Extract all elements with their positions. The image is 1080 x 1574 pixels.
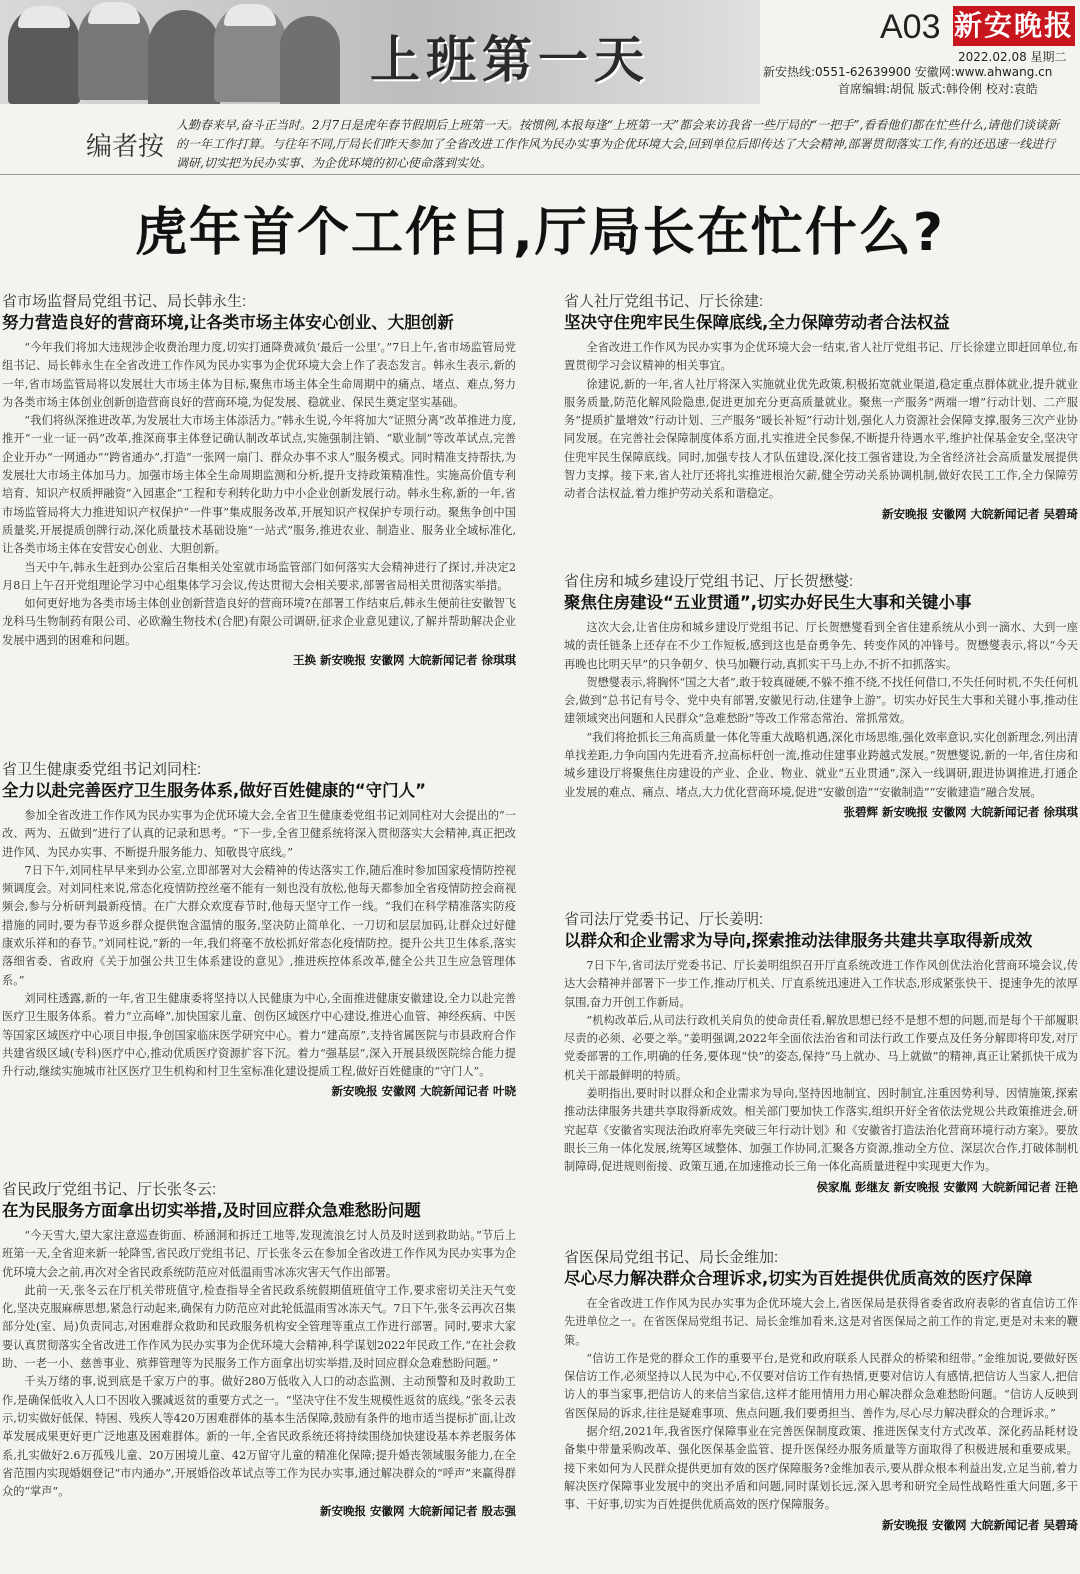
- article-subhead: 聚焦住房建设“五业贯通”,切实办好民生大事和关键小事: [564, 593, 972, 612]
- article-paragraph: “我们将抢抓长三角高质量一体化等重大战略机遇,深化市场思维,强化效率意识,实化创新理念,列出清单找差距,力争向国内先进看齐,拉高标杆创一流,推动住建事业跨越式发展。”贺懋燮说,新的一年,省住房和城乡建设厅将聚焦住房建设的产业、企业、物业、就业“五业贯通”,深入一线调研,跟进协调推进,打通企业发展的难点、痛点、堵点,大力优化营商环境,促进“安徽创造”“安徽制造”“安徽建造”融合发展。: [564, 730, 1078, 799]
- article-paragraph: 刘同柱透露,新的一年,省卫生健康委将坚持以人民健康为中心,全面推进健康安徽建设,全力以赴完善医疗卫生服务体系。着力“立高峰”,加快国家儿童、创伤区域医疗中心建设,推进心血管、神经疾病、中医等国家区域医疗中心项目申报,争创国家临床医学研究中心。着力“建高原”,支持省属医院与市县政府合作共建省级区域(专科)医疗中心,推动优质医疗资源扩容下沉。着力“强基层”,深入开展县级医院综合能力提升行动,继续实施城市社区医疗卫生机构和村卫生室标准化建设提质工程,做好百姓健康的“守门人”。: [2, 991, 516, 1079]
- article-paragraph: “机构改革后,从司法行政机关肩负的使命责任看,解放思想已经不是想不想的问题,而是每个干部履职尽责的必须、必要之举。”姜明强调,2022年全面依法治省和司法行政工作要点及任务分解即将印发,对厅党委部署的工作,明确的任务,要体现“快”的姿态,保持“马上就办、马上就做”的精神,真正让紧抓快干成为机关干部最鲜明的特质。: [564, 1013, 1078, 1082]
- masthead-photo-banner: [0, 0, 760, 104]
- editor-note-text: 人勤春来早,奋斗正当时。2月7日是虎年春节假期后上班第一天。按惯例,本报每逢“上班第一天”都会来访我省一些厅局的“一把手”,看看他们都在忙些什么,请他们谈谈新的一年工作打算。与往年不同,厅局长们昨天参加了全省改进工作作风为民办实事为企优环境大会,回到单位后即传达了大会精神,部署贯彻落实工作,有的还迅速一线进行调研,切实把为民办实事、为企优环境的初心使命落到实处。: [176, 118, 1060, 170]
- article-health-commission: [2, 760, 516, 1099]
- article-civil-affairs: [2, 1180, 516, 1519]
- masthead: [0, 0, 1080, 104]
- newspaper-logo: 新安晚报: [953, 6, 1075, 46]
- worker-figure: [8, 6, 80, 104]
- article-byline: 新安晚报 安徽网 大皖新闻记者 吴碧琦: [881, 506, 1078, 521]
- editor-credits: 首席编辑:胡侃 版式:韩伶俐 校对:袁皓: [838, 82, 1038, 96]
- article-housing: [564, 572, 1078, 820]
- worker-figure: [78, 2, 150, 100]
- article-subhead: 全力以赴完善医疗卫生服务体系,做好百姓健康的“守门人”: [2, 781, 426, 800]
- article-paragraph: 在全省改进工作作风为民办实事为企优环境大会上,省医保局是获得省委省政府表彰的省直信访工作先进单位之一。在省医保局党组书记、局长金维加看来,这是对省医保局之前工作的肯定,更是对未来的鞭策。: [564, 1297, 1078, 1347]
- article-byline: 新安晚报 安徽网 大皖新闻记者 殷志强: [319, 1504, 516, 1519]
- article-subhead: 在为民服务方面拿出切实举措,及时回应群众急难愁盼问题: [2, 1201, 421, 1220]
- article-human-resources: [564, 292, 1078, 522]
- article-kicker: 省医保局党组书记、局长金维加:: [564, 1249, 779, 1266]
- editor-note: [0, 108, 1080, 175]
- section-title: 上班第一天: [370, 30, 650, 89]
- article-paragraph: 贺懋燮表示,将胸怀“国之大者”,敢于较真碰硬,不躲不推不绕,不找任何借口,不失任何时机,不失任何机会,做到“总书记有号令、党中央有部署,安徽见行动,住建争上游”。切实办好民生大事和关键小事,推动住建领域突出问题和人民群众“急难愁盼”等改工作常态常治、常抓常效。: [564, 675, 1078, 726]
- issue-date: 2022.02.08 星期二: [958, 50, 1067, 64]
- article-byline: 王换 新安晚报 安徽网 大皖新闻记者 徐琪琪: [292, 653, 516, 668]
- article-paragraph: “信访工作是党的群众工作的重要平台,是党和政府联系人民群众的桥梁和纽带。”金维加说,要做好医保信访工作,必须坚持以人民为中心,不仅要对信访工作有热情,更要对信访人有感情,把信访人当家人,把信访人的事当家事,把信访人的来信当家信,这样才能用情用力用心解决群众急难愁盼问题。“信访人反映到省医保局的诉求,往往是疑难事项、焦点问题,我们要勇担当、善作为,尽心尽力解决群众的合理诉求。”: [564, 1351, 1078, 1420]
- article-byline: 侯家胤 彭继友 新安晚报 安徽网 大皖新闻记者 汪艳: [816, 1179, 1078, 1194]
- article-market-regulation: [2, 292, 516, 668]
- article-subhead: 尽心尽力解决群众合理诉求,切实为百姓提供优质高效的医疗保障: [564, 1269, 1033, 1288]
- article-kicker: 省住房和城乡建设厅党组书记、厅长贺懋燮:: [564, 573, 854, 590]
- article-paragraph: “今年我们将加大违规涉企收费治理力度,切实打通降费减负‘最后一公里’。”7日上午,省市场监管局党组书记、局长韩永生在全省改进工作作风为民办实事为企优环境大会上作了表态发言。韩永生表示,新的一年,省市场监管局将以发展壮大市场主体为目标,聚焦市场主体全生命周期中的痛点、堵点、难点,努力为各类市场主体创业创新创造营商良好的营商环境,为促发展、稳就业、保民生奠定坚实基础。: [2, 341, 516, 409]
- hotline-info: 新安热线:0551-62639900 安徽网:www.ahwang.cn: [763, 65, 1053, 79]
- worker-figure: [280, 16, 340, 104]
- article-byline: 张碧辉 新安晚报 安徽网 大皖新闻记者 徐琪琪: [843, 804, 1078, 819]
- worker-figure: [214, 4, 286, 102]
- article-medical-insurance: [564, 1248, 1078, 1533]
- article-paragraph: 参加全省改进工作作风为民办实事为企优环境大会,全省卫生健康委党组书记刘同柱对大会提出的“一改、两为、五做到”进行了认真的记录和思考。“下一步,全省卫健系统将深入贯彻落实大会精神,真正把改进作风、为民办实事、不断提升服务能力、知敬畏守底线。”: [2, 809, 516, 859]
- article-paragraph: 如何更好地为各类市场主体创业创新营造良好的营商环境?在部署工作结束后,韩永生便前往安徽智飞龙科马生物制药有限公司、必欧瀚生物技术(合肥)有限公司调研,征求企业意见建议,了解并帮助解决企业发展中遇到的困难和问题。: [2, 597, 516, 647]
- article-kicker: 省司法厅党委书记、厅长姜明:: [564, 911, 764, 928]
- article-paragraph: 这次大会,让省住房和城乡建设厅党组书记、厅长贺懋燮看到全省住建系统从小到一滴水、大到一座城的责任链条上还存在不少工作短板,感到这也是奋勇争先、转变作风的冲锋号。贺懋燮表示,将以“今天再晚也比明天早”的只争朝夕、快马加鞭行动,真抓实干马上办,不折不扣抓落实。: [564, 621, 1078, 671]
- article-paragraph: 7日下午,刘同柱早早来到办公室,立即部署对大会精神的传达落实工作,随后准时参加国家疫情防控视频调度会。对刘同柱来说,常态化疫情防控丝毫不能有一刻也没有放松,他每天都参加全省疫情防控会商视频会,参与分析研判最新疫情。在广大群众欢度春节时,他每天坚守工作一线。“我们在科学精准落实防疫措施的同时,要为春节返乡群众提供饱含温情的服务,坚决防止简单化、一刀切和层层加码,让群众过好健康欢乐祥和的春节。”刘同柱说,“新的一年,我们将毫不放松抓好常态化疫情防控。提升公共卫生体系,落实落细省委、省政府《关于加强公共卫生体系建设的意见》,推进疾控体系改革,健全公共卫生应急管理体系。”: [2, 863, 516, 987]
- article-subhead: 努力营造良好的营商环境,让各类市场主体安心创业、大胆创新: [2, 313, 454, 332]
- article-byline: 新安晚报 安徽网 大皖新闻记者 吴碧琦: [881, 1517, 1078, 1532]
- page-headline: 虎年首个工作日,厅局长在忙什么?: [135, 203, 945, 263]
- article-paragraph: “我们将纵深推进改革,为发展壮大市场主体添活力。”韩永生说,今年将加大“证照分离”改革推进力度,推开“一业一证一码”改革,推深商事主体登记确认制改革试点,实施强制注销、“歇业制”等改革试点,完善企业开办“一网通办”“跨省通办”,打造“一张网一扇门、群众办事不求人”服务模式。同时精准支持帮扶,为发展壮大市场主体加马力。加强市场主体全生命周期监测和分析,提升支持政策精准性。实施高价值专利培育、知识产权质押融资“入园惠企”工程和专利转化助力中小企业创新发展行动。韩永生称,新的一年,省市场监管局将大力推进知识产权保护“一件事”集成服务改革,开展知识产权保护专项行动。聚焦争创中国质量奖,开展提质创牌行动,深化质量技术基础设施“一站式”服务,推进农业、制造业、服务业全域标准化,让各类市场主体在安营安心创业、大胆创新。: [2, 414, 516, 556]
- article-paragraph: 据介绍,2021年,我省医疗保障事业在完善医保制度政策、推进医保支付方式改革、深化药品耗材设备集中带量采购改革、强化医保基金监管、提升医保经办服务质量等方面取得了积极进展和重要成果。接下来如何为人民群众提供更加有效的医疗保障服务?金维加表示,要从群众根本利益出发,立足当前,着力解决医疗保障事业发展中的突出矛盾和问题,同时谋划长远,深入思考和研究全局性战略性重大问题,多干事、干好事,切实为百姓提供优质高效的医疗保障服务。: [564, 1425, 1078, 1512]
- article-paragraph: 徐建说,新的一年,省人社厅将深入实施就业优先政策,积极拓宽就业渠道,稳定重点群体就业,提升就业服务质量,防范化解风险隐患,促进更加充分更高质量就业。聚焦一产服务“两端一增”行动计划、二产服务“提质扩量增效”行动计划、三产服务“暖长补短”行动计划,强化人力资源社会保障支撑,服务三次产业协同发展。在完善社会保障制度体系方面,扎实推进全民参保,不断提升待遇水平,维护社保基金安全,坚决守住兜牢民生保障底线。同时,加强专技人才队伍建设,深化技工强省建设,为全省经济社会高质量发展提供智力支撑。接下来,省人社厅还将扎实推进根治欠薪,健全劳动关系协调机制,做好农民工工作,全力保障劳动者合法权益,着力维护劳动关系和谐稳定。: [564, 377, 1078, 501]
- article-kicker: 省市场监督局党组书记、局长韩永生:: [2, 293, 247, 310]
- article-subhead: 坚决守住兜牢民生保障底线,全力保障劳动者合法权益: [564, 313, 950, 332]
- article-kicker: 省人社厅党组书记、厅长徐建:: [564, 293, 764, 310]
- article-justice: [564, 910, 1078, 1195]
- article-byline: 新安晚报 安徽网 大皖新闻记者 叶晓: [331, 1084, 516, 1099]
- article-subhead: 以群众和企业需求为导向,探索推动法律服务共建共享取得新成效: [564, 931, 1033, 950]
- article-paragraph: 千头万绪的事,说到底是千家万户的事。做好280万低收入人口的动态监测、主动预警和及时救助工作,是确保低收入人口不因收入骤减返贫的重要方式之一。“坚决守住不发生规模性返贫的底线。”张冬云表示,切实做好低保、特困、残疾人等420万困难群体的基本生活保障,鼓励有条件的地市适当提标扩面,让改革发展成果更好更广泛地惠及困难群体。新的一年,全省民政系统还将持续围绕加快建设基本养老服务体系,扎实做好2.6万孤残儿童、20万困境儿童、42万留守儿童的精准化保障;提升婚丧领域服务能力,在全省范围内实现婚姻登记“市内通办”,开展婚俗改革试点等工作为民办实事,通过解决群众的“呼声”来赢得群众的“掌声”。: [2, 1375, 516, 1499]
- page-number: A03: [880, 8, 941, 46]
- article-kicker: 省卫生健康委党组书记刘同柱:: [2, 761, 202, 778]
- editor-note-label: 编者按: [86, 132, 165, 162]
- article-paragraph: 当天中午,韩永生赶到办公室后召集相关处室就市场监管部门如何落实大会精神进行了探讨,并决定2月8日上午召开党组理论学习中心组集体学习会议,传达贯彻大会相关要求,部署省局相关贯彻落实举措。: [2, 560, 516, 592]
- article-paragraph: 此前一天,张冬云在厅机关带班值守,检查指导全省民政系统假期值班值守工作,要求密切关注天气变化,坚决克服麻痹思想,紧急行动起来,确保有力防范应对此轮低温雨雪冰冻天气。7日下午,张冬云再次召集部分处(室、局)负责同志,对困难群众救助和民政服务机构安全管理等重点工作进行部署。同时,要求大家要认真贯彻落实全省改进工作作风为民办实事为企优环境大会精神,科学谋划2022年民政工作,“在社会救助、一老一小、慈善事业、殡葬管理等为民服务工作方面拿出切实举措,及时回应群众急难愁盼问题。”: [2, 1283, 516, 1371]
- article-paragraph: 7日下午,省司法厅党委书记、厅长姜明组织召开厅直系统改进工作作风创优法治化营商环境会议,传达大会精神并部署下一步工作,推动厅机关、厅直系统迅速进入工作状态,形成紧张快干、提速争先的浓厚氛围,奋力开创工作新局。: [564, 959, 1078, 1009]
- article-paragraph: 全省改进工作作风为民办实事为企优环境大会一结束,省人社厅党组书记、厅长徐建立即赶回单位,布置贯彻学习会议精神的相关事宜。: [564, 341, 1078, 373]
- article-kicker: 省民政厅党组书记、厅长张冬云:: [2, 1181, 217, 1198]
- article-paragraph: “今天雪大,望大家注意巡查街面、桥涵洞和拆迁工地等,发现流浪乞讨人员及时送到救助站。”节后上班第一天,全省迎来新一轮降雪,省民政厅党组书记、厅长张冬云在参加全省改进工作作风为民办实事为企优环境大会之前,再次对全省民政系统防范应对低温雨雪冰冻灾害天气作出部署。: [2, 1229, 516, 1279]
- worker-figure: [148, 10, 220, 104]
- article-paragraph: 姜明指出,要时时以群众和企业需求为导向,坚持因地制宜、因时制宜,注重因势利导、因情施策,探索推动法律服务共建共享取得新成效。相关部门要加快工作落实,组织开好全省依法党规公共政策推进会,研究起草《安徽省实现法治政府率先突破三年行动计划》和《安徽省打造法治化营商环境行动方案》。要放眼长三角一体化发展,统筹区域整体、加强工作协同,汇聚各方资源,推动全方位、深层次合作,打破体制机制障碍,促进规则衔接、政策互通,在加速推动长三角一体化高质量进程中实现更大作为。: [564, 1087, 1078, 1174]
